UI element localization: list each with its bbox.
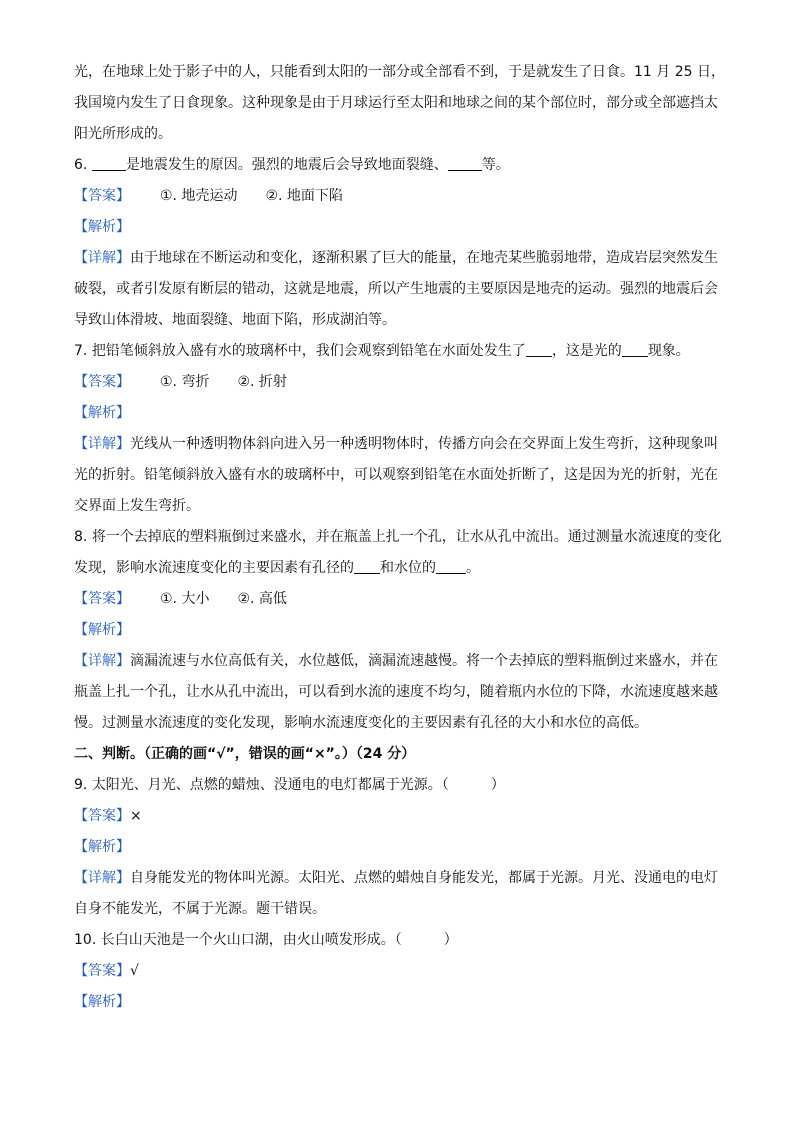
intro-line: 我国境内发生了日食现象。这种现象是由于月球运行至太阳和地球之间的某个部位时，部分或全部遮挡太 bbox=[74, 95, 718, 111]
detail-line: 自身不能发光，不属于光源。题干错误。 bbox=[74, 901, 326, 917]
question-text: ，这是光的 bbox=[551, 343, 622, 359]
question-text: 太阳光、月光、点燃的蜡烛、没通电的电灯都属于光源。（ bbox=[91, 777, 449, 793]
detail-line: 瓶盖上扎一个孔，让水从孔中流出，可以看到水流的速度不均匀，随着瓶内水位的下降，水流速度越来越 bbox=[74, 684, 718, 700]
answer-row bbox=[74, 589, 287, 609]
question-text: 等。 bbox=[481, 157, 510, 173]
detail-line: 破裂，或者引发原有断层的错动，这就是地震，所以产生地震的主要原因是地壳的运动。强烈的地震后会 bbox=[74, 281, 718, 297]
detail-line: 光的折射。铅笔倾斜放入盛有水的玻璃杯中，可以观察到铅笔在水面处折断了，这是因为光的折射，光在 bbox=[74, 467, 718, 483]
answer-label: 【答案】 bbox=[74, 808, 130, 824]
analysis-row bbox=[74, 837, 130, 857]
detail-line: 交界面上发生弯折。 bbox=[74, 498, 200, 514]
intro-line: 阳光所形成的。 bbox=[74, 126, 172, 142]
answer-item: ①. 弯折 bbox=[160, 374, 210, 390]
answer-item: ②. 折射 bbox=[237, 374, 287, 390]
answer-blank bbox=[436, 559, 466, 574]
question-text: 长白山天池是一个火山口湖，由火山喷发形成。（ bbox=[100, 932, 402, 948]
answer-item: ①. 大小 bbox=[160, 591, 210, 607]
detail-label: 【详解】 bbox=[74, 653, 130, 669]
question-text: 将一个去掉底的塑料瓶倒过来盛水，并在瓶盖上扎一个孔，让水从孔中流出。通过测量水流速度的变化 bbox=[91, 529, 722, 545]
analysis-row bbox=[74, 992, 130, 1012]
question-number: 6. bbox=[74, 157, 88, 173]
answer-label: 【答案】 bbox=[74, 188, 130, 204]
detail-label: 【详解】 bbox=[74, 250, 130, 266]
answer-item: ①. 地壳运动 bbox=[160, 188, 238, 204]
answer-item: √ bbox=[130, 963, 139, 979]
analysis-row bbox=[74, 403, 130, 423]
question-number: 7. bbox=[74, 343, 88, 359]
answer-item: ②. 地面下陷 bbox=[265, 188, 343, 204]
question-number: 8. bbox=[74, 529, 88, 545]
question-8-cont bbox=[74, 558, 480, 578]
analysis-label: 【解析】 bbox=[74, 994, 130, 1010]
detail-line: 慢。过测量水流速度的变化发现，影响水流速度变化的主要因素有孔径的大小和水位的高低。 bbox=[74, 715, 648, 731]
answer-label: 【答案】 bbox=[74, 374, 130, 390]
question-7 bbox=[74, 341, 690, 361]
detail-line bbox=[74, 868, 718, 888]
detail-label: 【详解】 bbox=[74, 870, 130, 886]
analysis-row bbox=[74, 620, 130, 640]
analysis-row bbox=[74, 217, 130, 237]
detail-line bbox=[74, 651, 718, 671]
question-8 bbox=[74, 527, 722, 547]
answer-row bbox=[74, 186, 343, 206]
answer-item: × bbox=[130, 808, 142, 824]
answer-blank bbox=[354, 559, 380, 574]
answer-blank bbox=[448, 156, 482, 171]
question-10 bbox=[74, 930, 458, 950]
analysis-label: 【解析】 bbox=[74, 839, 130, 855]
question-6 bbox=[74, 155, 510, 175]
analysis-label: 【解析】 bbox=[74, 405, 130, 421]
answer-blank bbox=[526, 342, 552, 357]
question-9 bbox=[74, 775, 505, 795]
detail-text: 由于地球在不断运动和变化，逐渐积累了巨大的能量，在地壳某些脆弱地带，造成岩层突然发生 bbox=[130, 250, 718, 266]
intro-line: 光，在地球上处于影子中的人，只能看到太阳的一部分或全部看不到，于是就发生了日食。11 月 25 日， bbox=[74, 64, 725, 80]
detail-line bbox=[74, 248, 718, 268]
answer-label: 【答案】 bbox=[74, 963, 130, 979]
question-text: 发现，影响水流速度变化的主要因素有孔径的 bbox=[74, 560, 354, 576]
answer-blank bbox=[622, 342, 648, 357]
question-text: 。 bbox=[466, 560, 480, 576]
answer-label: 【答案】 bbox=[74, 591, 130, 607]
section-heading: 二、判断。（正确的画“√”，错误的画“×”。）（24 分） bbox=[74, 746, 416, 762]
answer-item: ②. 高低 bbox=[237, 591, 287, 607]
question-text: 现象。 bbox=[647, 343, 690, 359]
answer-row bbox=[74, 806, 142, 826]
answer-row bbox=[74, 961, 139, 981]
detail-text: 光线从一种透明物体斜向进入另一种透明物体时，传播方向会在交界面上发生弯折，这种现象叫 bbox=[130, 436, 718, 452]
analysis-label: 【解析】 bbox=[74, 622, 130, 638]
question-text: ） bbox=[443, 932, 458, 948]
answer-row bbox=[74, 372, 287, 392]
question-text: 是地震发生的原因。强烈的地震后会导致地面裂缝、 bbox=[125, 157, 448, 173]
question-text: ） bbox=[490, 777, 505, 793]
answer-blank bbox=[92, 156, 126, 171]
detail-text: 滴漏流速与水位高低有关，水位越低，滴漏流速越慢。将一个去掉底的塑料瓶倒过来盛水，并在 bbox=[130, 653, 718, 669]
question-text: 把铅笔倾斜放入盛有水的玻璃杯中，我们会观察到铅笔在水面处发生了 bbox=[91, 343, 526, 359]
question-number: 10. bbox=[74, 932, 97, 948]
analysis-label: 【解析】 bbox=[74, 219, 130, 235]
detail-text: 自身能发光的物体叫光源。太阳光、点燃的蜡烛自身能发光，都属于光源。月光、没通电的电灯 bbox=[130, 870, 718, 886]
detail-line: 导致山体滑坡、地面裂缝、地面下陷，形成湖泊等。 bbox=[74, 312, 396, 328]
question-number: 9. bbox=[74, 777, 88, 793]
question-text: 和水位的 bbox=[380, 560, 436, 576]
detail-line bbox=[74, 434, 718, 454]
detail-label: 【详解】 bbox=[74, 436, 130, 452]
